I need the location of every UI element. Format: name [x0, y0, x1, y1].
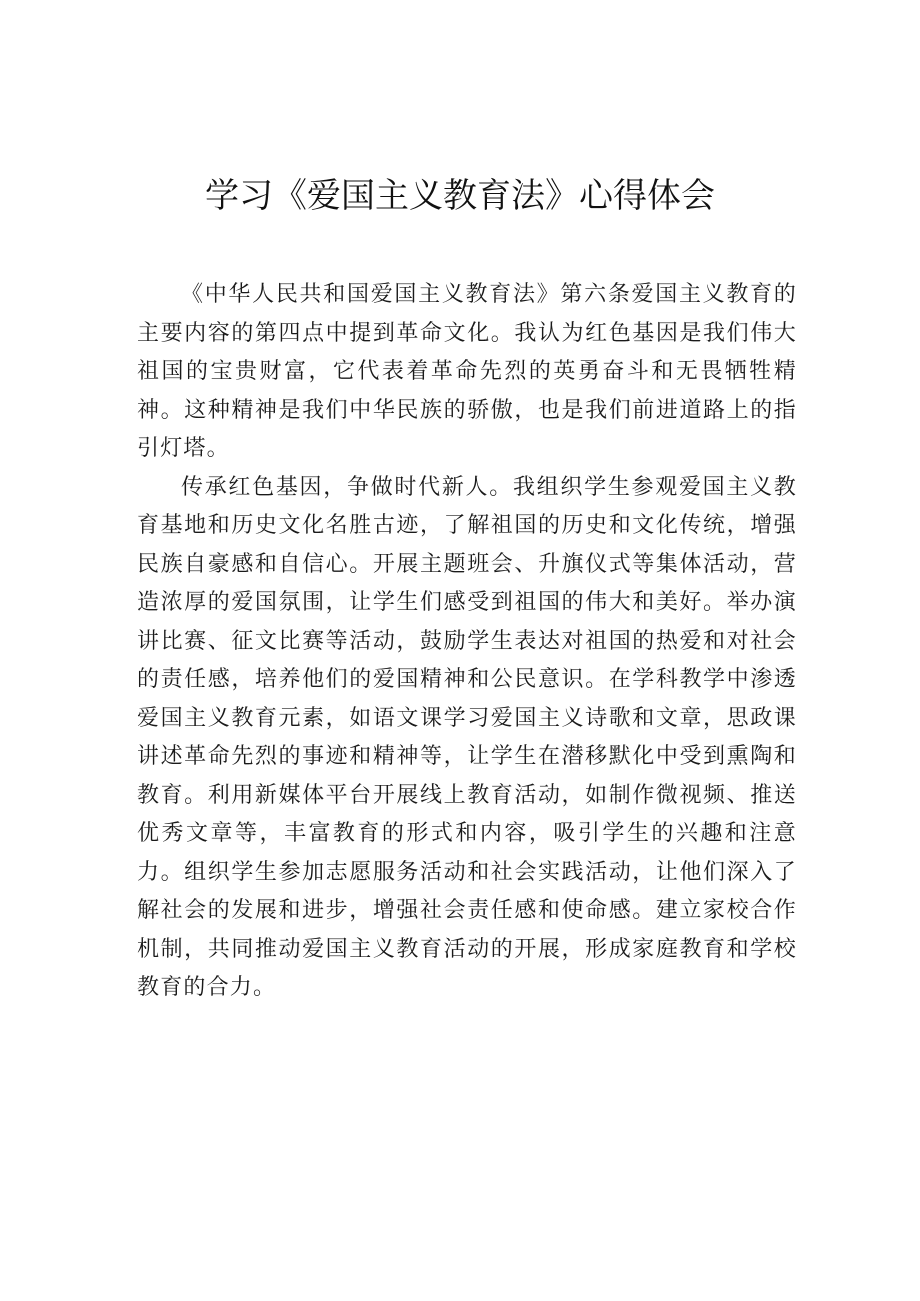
paragraph-1: 《中华人民共和国爱国主义教育法》第六条爱国主义教育的主要内容的第四点中提到革命文化。我认为红色基因是我们伟大祖国的宝贵财富，它代表着革命先烈的英勇奋斗和无畏牺牲精神。这种精神是我们中华民族的骄傲，也是我们前进道路上的指引灯塔。	[137, 282, 797, 461]
document-title: 学习《爱国主义教育法》心得体会	[205, 176, 715, 216]
paragraph-2: 传承红色基因，争做时代新人。我组织学生参观爱国主义教育基地和历史文化名胜古迹，了解祖国的历史和文化传统，增强民族自豪感和自信心。开展主题班会、升旗仪式等集体活动，营造浓厚的爱国氛围，让学生们感受到祖国的伟大和美好。举办演讲比赛、征文比赛等活动，鼓励学生表达对祖国的热爱和对社会的责任感，培养他们的爱国精神和公民意识。在学科教学中渗透爱国主义教育元素，如语文课学习爱国主义诗歌和文章，思政课讲述革命先烈的事迹和精神等，让学生在潜移默化中受到熏陶和教育。利用新媒体平台开展线上教育活动，如制作微视频、推送优秀文章等，丰富教育的形式和内容，吸引学生的兴趣和注意力。组织学生参加志愿服务活动和社会实践活动，让他们深入了解社会的发展和进步，增强社会责任感和使命感。建立家校合作机制，共同推动爱国主义教育活动的开展，形成家庭教育和学校教育的合力。	[137, 474, 797, 1000]
document-body	[137, 276, 797, 1008]
